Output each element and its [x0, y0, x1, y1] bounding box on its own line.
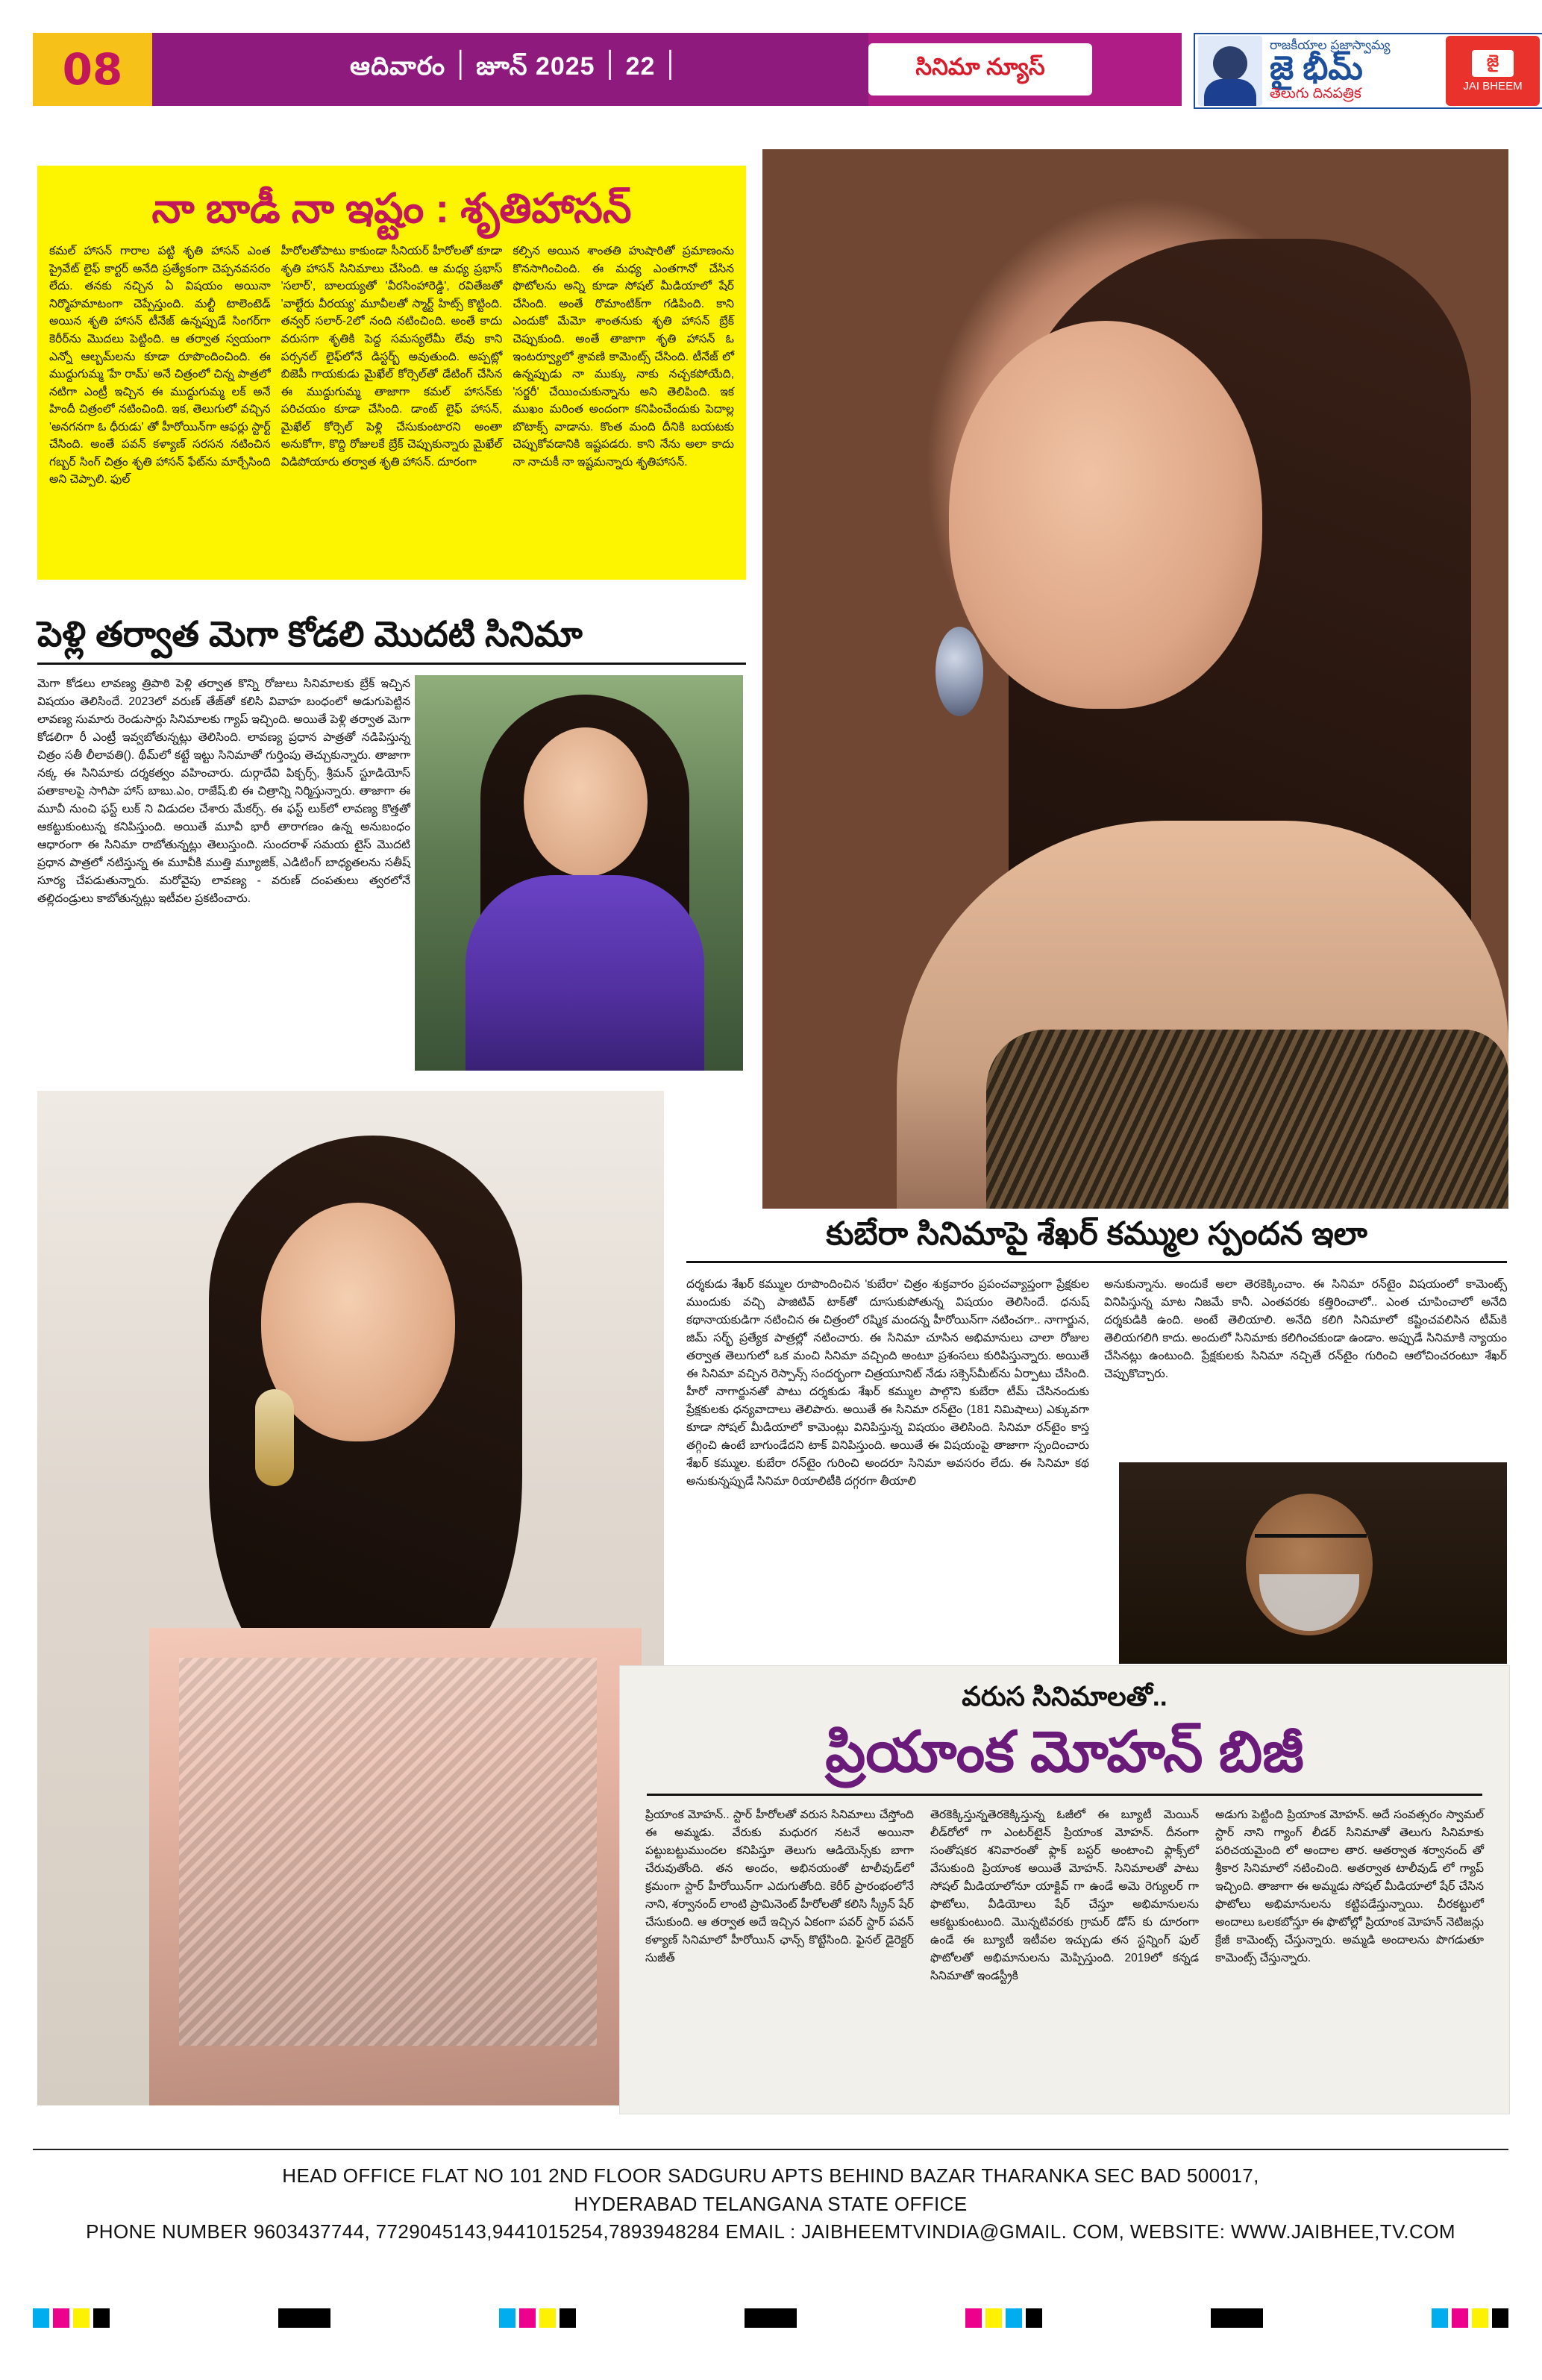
color-group [33, 2308, 110, 2328]
logo-subtitle: తెలుగు దినపత్రిక [1270, 86, 1361, 102]
photo-sekhar-kammula [1119, 1462, 1507, 1664]
photo-priyanka-mohan [37, 1091, 664, 2105]
photo-lavanya-tripathi [415, 675, 743, 1071]
photo-dress-shape [149, 1628, 642, 2105]
story-mega-body: మెగా కోడలు లావణ్య త్రిపాఠి పెళ్లి తర్వాత కొన్ని రోజులు సినిమాలకు బ్రేక్ ఇచ్చిన విషయం తెలిసిందే. 2023లో వరుణ్ తేజ్‌తో కలిసి వివాహ బంధంలో అడుగుపెట్టిన లావణ్య సుమారు రెండుసార్లు సినిమాలకు గ్యాప్ ఇచ్చింది. అయితే పెళ్లి తర్వాత మెగా కోడలిగా రీ ఎంట్రీ ఇవ్వబోతున్నట్లు తెలిసింది. లావణ్య ప్రధాన పాత్రతో నడిపిస్తున్న చిత్రం సతీ లీలావతి(). థీమ్‌లో కట్టే ఇట్టు సినిమాతో గుర్తింపు తెచ్చుకున్నారు. తాజాగా నక్క ఈ సినిమాకు దర్శకత్వం వహించారు. దుర్గాదేవి పిక్చర్స్, శ్రీమన్ స్టూడియోస్ పతాకాలపై సాగిపా హాస్ బాబు.ఎం, రాజేష్.బి ఈ చిత్రాన్ని నిర్మిస్తున్నారు. తాజాగా ఈ మూవీ నుంచి ఫస్ట్ లుక్ ని విడుదల చేశారు మేకర్స్. ఈ ఫస్ట్ లుక్‌లో లావణ్య కొత్తతో ఆకట్టుకుంటున్న కనిపిస్తుంది. అయితే మూవీ భారీ తారాగణం ఉన్న అనుబంధం ఆధారంగా ఈ సినిమా రాబోతున్నట్లు తెలుస్తుంది. సుందరాళ్ సమయ టైస్ మొదటి ప్రధాన పాత్రలో నటిస్తున్న ఈ మూవీకి ముత్తి మ్యూజిక్, ఎడిటింగ్ బాధ్యతలను సతీష్ సూర్య చేపడుతున్నారు. మరోవైపు లావణ్య - వరుణ్ దంపతులు త్వరలోనే తల్లిదండ్రులు కాబోతున్నట్లు ఇటీవల ప్రకటించారు. [37, 677, 410, 906]
printer-color-bar [33, 2305, 1508, 2331]
masthead [33, 33, 1523, 106]
story-priyanka-col-1: ప్రియాంక మోహన్.. స్టార్ హీరోలతో వరుస సినిమాలు చేస్తోంది ఈ అమ్మడు. వేరుకు మధురగ నటనే అయినా పట్టుబట్టుముందల కనిపిస్తూ తెలుగు ఆడియెన్స్‌కు బాగా చేరువుతోంది. తన అందం, అభినయంతో టాలీవుడ్‌లో క్రమంగా స్టార్ హీరోయిన్‌గా ఎదుగుతోంది. కెరీర్ ప్రారంభంలోనే నాని, శర్వానంద్ లాంటి ప్రామినెంట్ హీరోలతో కలిసి స్క్రీన్ షేర్ చేసుకుంది. ఆ తర్వాత అదే ఇచ్చిన ఏకంగా పవర్ స్టార్ పవన్ కళ్యాణ్ సినిమాలో హీరోయిన్ ఛాన్స్ కొట్టేసింది. ఫైనల్ డైరెక్టర్ సుజీత్ [645, 1809, 914, 1965]
photo-shruti-haasan [762, 149, 1508, 1209]
story-priyanka-box [619, 1665, 1510, 2114]
story-kubera-col-2: అనుకున్నాను. అందుకే అలా తెరకెక్కించాం. ఈ సినిమా రన్‌టైం విషయంలో కామెంట్స్ వినిపిస్తున్న మాట నిజమే కానీ. ఎంతవరకు కత్తిరించాలో.. ఎంత చూపించాలో అనేది దర్శకుడికి ఉంది. అంటే తెలియాలి. అనేది కలిగి సినిమాలో కష్టించవలిసిన టీమ్‌కి తెలియగలిగి కాదు. అందులో సినిమాకు కలిగించకుండా ఉండాం. అప్పుడే సినిమాకి న్యాయం చేసినట్లు ఉంటుంది. ప్రేక్షకులకు సినిమా నచ్చితే రన్‌టైం గురించి ఆలోచించరంటూ శేఖర్ చెప్పుకొచ్చారు. [1104, 1278, 1507, 1381]
photo-face-shape [949, 321, 1262, 709]
section-badge: సినిమా న్యూస్ [868, 43, 1092, 95]
story-mega-rule [37, 663, 746, 665]
earring-icon [935, 627, 983, 716]
story-priyanka-headline: ప్రియాంక మోహన్ బిజీ [825, 1720, 1304, 1784]
story-kubera-rule [686, 1261, 1507, 1263]
footer [33, 2149, 1508, 2246]
story-kubera-columns [686, 1276, 1507, 1491]
page-number [33, 33, 152, 106]
logo-badge [1446, 36, 1540, 106]
story-kubera-col-1: దర్శకుడు శేఖర్ కమ్ముల రూపొందించిన 'కుబేరా' చిత్రం శుక్రవారం ప్రపంచవ్యాప్తంగా ప్రేక్షకుల ముందుకు వచ్చి పాజిటివ్ టాక్‌తో దూసుకుపోతున్న విషయం తెలిసిందే. ధనుష్ కథానాయకుడిగా నటించిన ఈ చిత్రంలో రష్మిక మందన్న హీరోయిన్‌గా నటించగా.. నాగార్జున, జిమ్ సర్భ్ ప్రత్యేక పాత్రల్లో నటించారు. ఈ సినిమా చూసిన అభిమానులు చాలా రోజుల తర్వాత తెలుగులో ఒక మంచి సినిమా వచ్చింది అంటూ ప్రశంసలు కురిపిస్తున్నారు. అయితే ఈ సినిమా వచ్చిన రెస్పాన్స్ సందర్భంగా చిత్రయూనిట్ నేడు సక్సెస్‌మీట్‌ను ఏర్పాటు చేసింది. హీరో నాగార్జునతో పాటు దర్శకుడు శేఖర్ కమ్ముల పాల్గొని కుబేరా టీమ్ చేసినందుకు ప్రేక్షకులకు ధన్యవాదాలు తెలిపారు. అయితే ఈ సినిమా రన్‌టైం (181 నిమిషాలు) ఎక్కువగా కూడా సోషల్ మీడియాలో కామెంట్లు వినిపిస్తున్న విషయం తెలిసింది. సినిమా రన్‌టైం కాస్త తగ్గించి ఉంటే బాగుండేదని టాక్ వినిపిస్తుంది. అయితే ఈ విషయంపై తాజాగా స్పందించారు శేఖర్ కమ్ముల. కుబేరా రన్‌టైం గురించి అందరూ సినిమా అవసరం లేదు. ఈ సినిమా కథ అనుకున్నప్పుడే సినిమా రియాలిటీకి దగ్గరగా తీయాలి [686, 1278, 1089, 1488]
story-shruti-headline: నా బాడీ నా ఇష్టం : శృతిహాసన్ [151, 185, 632, 231]
color-group [965, 2308, 1042, 2328]
color-group [1432, 2308, 1508, 2328]
ambedkar-portrait-icon [1198, 36, 1262, 106]
logo-badge-sub: JAI BHEEM [1463, 79, 1523, 93]
footer-contact-line: PHONE NUMBER 9603437744, 7729045143,9441015254,7893948284 EMAIL : JAIBHEEMTVINDIA@GMAIL. COM, WEBSITE: WWW.JAIBHEE,TV.COM [86, 2220, 1455, 2243]
story-mega-headline: పెళ్లి తర్వాత మెగా కోడలి మొదటి సినిమా [37, 614, 583, 654]
photo-dress-shape [986, 1030, 1508, 1209]
story-priyanka-columns [620, 1806, 1509, 1985]
photo-dress-shape [466, 875, 704, 1071]
story-shruti-col-3: కల్సిన అయిన శాంతతి హుషారితో ప్రమాణంను కొనసాగించింది. ఈ మధ్య ఎంతగానో చేసిన ఫొటోలను అన్ని కూడా సోషల్ మీడియాలో షేర్ చేసింది. అంతే రొమాంటిక్‌గా గడిపింది. కాని ఎందుకో మేమో శాంతనుకు శృతి హాసన్ బ్రేక్ చెప్పుకుంది. అంతే తాజాగా శృతి హాసన్ ఓ ఇంటర్వ్యూలో శ్రావణి కామెంట్స్ చేసింది. టీనేజ్ లో ఉన్నప్పుడు నా ముక్కు నాకు నచ్చకపోయేది, 'సర్జరీ' చేయించుకున్నాను అని తెలిపింది. ఇక ముఖం మరింత అందంగా కనిపించేందుకు పెదాల్ల బొటాక్స్ వాడాను. కొంత మంది దీనికి బయటకు చెప్పుకోవడానికి ఇష్టపడరు. కాని నేను అలా కాదు నా నాచుకీ నా ఇష్టమన్నారు శృతిహాసన్. [513, 245, 735, 469]
logo-name: జై భీమ్ [1270, 50, 1363, 87]
page-number-value: 08 [62, 44, 123, 95]
glasses-icon [1255, 1534, 1367, 1557]
story-priyanka-col-2: తెరకెక్కిస్తున్నతెరకెక్కిస్తున్న ఓజీలో ఈ బ్యూటీ మెయిన్ లీడ్‌రోలో గా ఎంటర్‌టైన్ ప్రియాంక మోహన్. దీనంగా సంతోషకర శనివారంతో ఫ్లాక్ బస్టర్ అంటాంచి ఫ్లాక్స్‌లో వేసుకుంది ప్రియాంక అయితే మోహన్. సినిమాలతో పాటు సోషల్ మీడియాలోనూ యాక్టివ్ గా ఉండే అమె రెగ్యులర్ గా ఫొటోలు, వీడియోలు షేర్ చేస్తూ అభిమానులను ఆకట్టుకుంటుంది. మొన్నటివరకు గ్రామర్ డోస్ కు దూరంగా ఉండే ఈ బ్యూటీ ఇటీవల ఇచ్చుడు తన స్టన్నింగ్ ఫుల్ ఫొటోలతో అభిమానులను మెప్పిస్తుంది. 2019లో కన్నడ సినిమాతో ఇండస్ట్రీకి [930, 1809, 1199, 1983]
story-shruti-columns [37, 237, 746, 496]
footer-rule [33, 2149, 1508, 2150]
photo-face-shape [524, 727, 648, 877]
earring-icon [255, 1389, 294, 1486]
story-priyanka-col-3: అడుగు పెట్టింది ప్రియాంక మోహన్. అదే సంవత్సరం స్వామల్ స్టార్ నాని గ్యాంగ్ లీడర్ సినిమాతో తెలుగు సినిమాకు పరిచయమైంది లో అందాల తార. ఆతర్వాత శర్వానంద్ తో శ్రీకార సినిమాలో నటించింది. అతర్వాత టాలీవుడ్ లో గ్యాప్ ఇచ్చింది. తాజాగా ఈ అమ్మడు సోషల్ మీడియాలో షేర్ చేసిన ఫొటోలు అభిమానులను కట్టిపడేస్తున్నాయి. చీరకట్టులో అందాలు ఒలకబోస్తూ ఈ ఫొటోల్లో ప్రియాంక మోహన్ నెటిజన్లు క్రేజీ కామెంట్స్ చేస్తున్నారు. అమ్మడి అందాలను పొగడుతూ కామెంట్స్ చేస్తున్నారు. [1215, 1809, 1484, 1965]
story-priyanka-rule [647, 1794, 1482, 1796]
footer-address-line-1: HEAD OFFICE FLAT NO 101 2ND FLOOR SADGURU APTS BEHIND BAZAR THARANKA SEC BAD 500017, [282, 2164, 1259, 2187]
masthead-date: ఆదివారం ׀ జూన్ ׀ 22 ׀ 2025 [349, 51, 679, 81]
story-kubera-headline: కుబేరా సినిమాపై శేఖర్ కమ్ముల స్పందన ఇలా [826, 1216, 1367, 1252]
story-shruti-col-2: హీరోలతోపాటు కాకుండా సీనియర్ హీరోలతో కూడా శృతి హాసన్ సినిమాలు చేసింది. ఆ మధ్య ప్రభాస్ 'సలార్', బాలయ్యతో 'వీరసింహారెడ్డి', రవితేజతో 'వాల్టేరు వీరయ్య' మూవీలతో స్మార్ట్ హిట్స్ కొట్టింది. తన్వర్ సలార్-2లో నంది నటించింది. అంతే కాదు వరుసగా శృతికి పెద్ద సమస్యలేమీ లేవు కాని పర్సనల్ లైఫ్‌లోనే డిస్టర్బ్ అవుతుంది. అప్పట్లో బిజెపీ గాయకుడు మైఖేల్ కోర్సెల్‌తో డేటింగ్ చేసిన ఈ ముద్దుగుమ్మ తాజాగా కమల్ హాసన్‌కు పరిచయం కూడా చేసింది. డాంట్ లైఫ్ హాసన్, మైఖేల్ కోర్సెల్ పెళ్లి చేసుకుంటారని అంతా అనుకోగా, కొద్ది రోజులకే బ్రేక్ చెప్పుకున్నారు మైఖేల్ విడిపోయారు తర్వాత శృతి హాసన్. దూరంగా [280, 245, 503, 469]
logo-badge-mark: జై [1472, 50, 1514, 77]
logo-text [1262, 39, 1446, 103]
color-group [499, 2308, 576, 2328]
logo-tagline-top: రాజకీయాల ప్రజాస్వామ్య [1270, 38, 1391, 52]
publication-logo [1194, 33, 1542, 109]
story-shruti-col-1: కమల్ హాసన్ గారాల పట్టి శృతి హాసన్ ఎంత ప్రైవేట్ లైఫ్ కార్టర్ అనేది ప్రత్యేకంగా చెప్పనవసరం లేదు. తనకు నచ్చిన ఏ విషయం అయినా నిర్మొహమాటంగా చెప్పేస్తుంది. మల్టీ టాలెంటెడ్ అయిన శృతి హాసన్ టీనేజ్ ఉన్నప్పుడే సింగర్‌గా కెరీర్‌ను మొదలు పెట్టింది. ఆ తర్వాత స్వయంగా ఎన్నో ఆల్బమ్‌లను కూడా రూపొందించింది. ఈ ముద్దుగుమ్మ 'హే రామ్' అనే చిత్రంలో చిన్న పాత్రలో నటిగా ఎంట్రీ ఇచ్చిన ఈ ముద్దుగుమ్మ లక్ అనే హిందీ చిత్రంలో నటించింది. ఇక, తెలుగులో వచ్చిన 'అనగనగా ఓ ధీరుడు' తో హీరోయిన్‌గా ఆఫర్లు స్టార్ట్ చేసింది. అంతే పవన్ కళ్యాణ్ సరసన నటించిన గబ్బర్ సింగ్ చిత్రం శృతి హాసన్ ఫేట్‌ను మార్చేసింది అని చెప్పాలి. ఫుల్ [49, 245, 271, 486]
story-priyanka-kicker: వరుస సినిమాలతో.. [962, 1681, 1168, 1712]
story-shruti-box [37, 166, 746, 580]
footer-address-line-2: HYDERABAD TELANGANA STATE OFFICE [574, 2192, 968, 2215]
